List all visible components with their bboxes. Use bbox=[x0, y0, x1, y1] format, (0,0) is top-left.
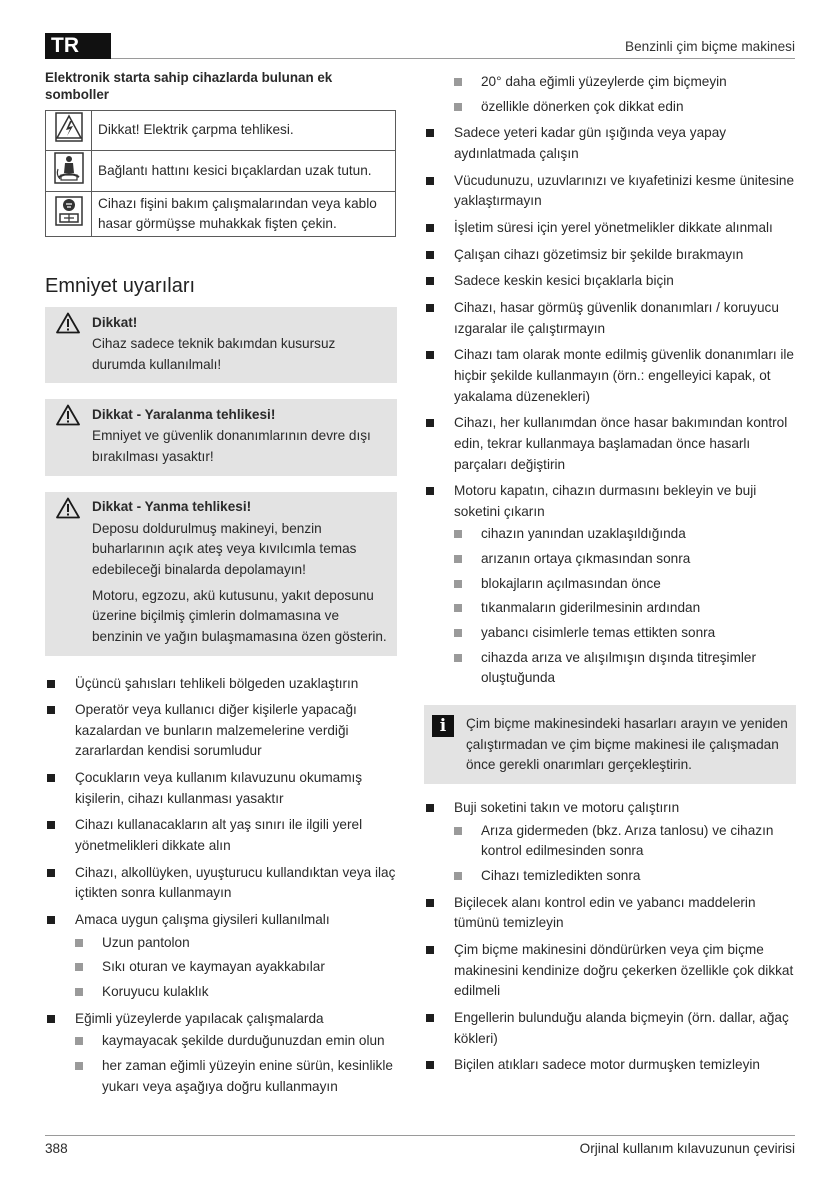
sub-list-item: Uzun pantolon bbox=[75, 933, 397, 954]
sub-list bbox=[75, 1031, 397, 1097]
list-item bbox=[45, 1009, 397, 1098]
warning-text: Motoru, egzozu, akü kutusunu, yakıt deposunu üzerine biçilmiş çimlerin dolmamasına ve benzinin ve yağın bulaşmamasına özen gösterin. bbox=[92, 587, 387, 644]
cable-away-from-blades-icon bbox=[53, 151, 85, 185]
warning-box bbox=[45, 399, 397, 475]
list-item-text: Eğimli yüzeylerde yapılacak çalışmalarda bbox=[75, 1010, 324, 1026]
symbols-table bbox=[45, 110, 396, 237]
list-item bbox=[424, 1008, 796, 1049]
list-item bbox=[424, 413, 796, 475]
list-item-text: Cihazı, hasar görmüş güvenlik donanımları / koruyucu ızgaralar ile çalıştırmayın bbox=[454, 299, 779, 336]
right-column bbox=[424, 70, 796, 1082]
right-bullet-list-a bbox=[424, 123, 796, 689]
warning-title: Dikkat - Yanma tehlikesi! bbox=[92, 499, 252, 515]
list-item-text: Çalışan cihazı gözetimsiz bir şekilde bırakmayın bbox=[454, 246, 744, 262]
list-item bbox=[424, 218, 796, 239]
info-icon: i bbox=[432, 715, 454, 737]
list-item bbox=[45, 768, 397, 809]
list-item-text: Cihazı, her kullanımdan önce hasar bakımından kontrol edin, tekrar kullanmaya başlamadan önce hasarlı parçaları değiştirin bbox=[454, 415, 788, 472]
list-item-text: Engellerin bulunduğu alanda biçmeyin (örn. dallar, ağaç kökleri) bbox=[454, 1009, 789, 1046]
list-item bbox=[45, 910, 397, 1003]
list-item bbox=[424, 893, 796, 934]
warning-triangle-icon bbox=[56, 312, 80, 334]
sub-list-item: kaymayacak şekilde durduğunuzdan emin olun bbox=[75, 1031, 397, 1052]
sub-list-item: blokajların açılmasından önce bbox=[454, 574, 796, 595]
sub-list-item: cihazın yanından uzaklaşıldığında bbox=[454, 524, 796, 545]
sub-list-item: Koruyucu kulaklık bbox=[75, 982, 397, 1003]
symbols-heading: Elektronik starta sahip cihazlarda bulunan ek somboller bbox=[45, 70, 333, 102]
sub-list-item: 20° daha eğimli yüzeylerde çim biçmeyin bbox=[454, 72, 796, 93]
list-item-text: Sadece yeteri kadar gün ışığında veya yapay aydınlatmada çalışın bbox=[454, 125, 727, 161]
sub-list-item: özellikle dönerken çok dikkat edin bbox=[454, 97, 796, 118]
list-item-text: İşletim süresi için yerel yönetmelikler dikkate alınmalı bbox=[454, 219, 773, 235]
warning-title: Dikkat! bbox=[92, 314, 138, 330]
list-item-text: Çim biçme makinesini döndürürken veya çim biçme makinesini kendinize doğru çekerken özellikle çok dikkat edilmeli bbox=[454, 941, 794, 999]
list-item-text: Buji soketini takın ve motoru çalıştırın bbox=[454, 800, 680, 816]
header-title: Benzinli çim biçme makinesi bbox=[625, 39, 795, 54]
list-item-text: Cihazı tam olarak monte edilmiş güvenlik donanımları ile hiçbir şekilde kullanmayın (örn.: engelleyici kapak, ot yakalama düzenekleri) bbox=[454, 347, 794, 404]
list-item bbox=[45, 815, 397, 856]
warning-text: Emniyet ve güvenlik donanımlarının devre dışı bırakılması yasaktır! bbox=[92, 428, 371, 464]
list-item-text: Biçilecek alanı kontrol edin ve yabancı maddelerin tümünü temizleyin bbox=[454, 894, 756, 931]
list-item bbox=[45, 700, 397, 762]
sub-list-item: arızanın ortaya çıkmasından sonra bbox=[454, 549, 796, 570]
list-item-text: Motoru kapatın, cihazın durmasını bekleyin ve buji soketini çıkarın bbox=[454, 483, 757, 519]
right-bullet-list-b bbox=[424, 798, 796, 1076]
sub-list bbox=[75, 933, 397, 1003]
left-bullet-list bbox=[45, 674, 397, 1098]
safety-title: Emniyet uyarıları bbox=[45, 274, 196, 297]
list-item bbox=[45, 863, 397, 904]
warning-triangle-icon bbox=[56, 404, 80, 426]
list-item bbox=[45, 674, 397, 695]
symbol-text: Dikkat! Elektrik çarpma tehlikesi. bbox=[92, 110, 396, 150]
sub-list-item: yabancı cisimlerle temas ettikten sonra bbox=[454, 623, 796, 644]
header-divider bbox=[111, 58, 795, 59]
list-item-text: Üçüncü şahısları tehlikeli bölgeden uzaklaştırın bbox=[75, 675, 359, 691]
list-item-text: Operatör veya kullanıcı diğer kişilerle yapacağı kazalardan ve bunların malzemelerine verdiği zararlardan kendisi sorumludur bbox=[75, 702, 357, 759]
list-item-text: Vücudunuzu, uzuvlarınızı ve kıyafetinizi kesme ünitesine yaklaştırmayın bbox=[454, 172, 795, 209]
sub-list bbox=[454, 821, 796, 887]
info-box bbox=[424, 705, 796, 784]
right-top-sub-list bbox=[454, 72, 796, 117]
footer-divider bbox=[45, 1135, 795, 1136]
electric-shock-icon bbox=[54, 111, 84, 143]
info-text: Çim biçme makinesindeki hasarları arayın ve yeniden çalıştırmadan ve çim biçme makinesi ile çalışmadan önce gerekli onarımları gerçekleştirin. bbox=[466, 716, 788, 773]
left-column bbox=[45, 70, 397, 1103]
symbol-row bbox=[46, 192, 396, 236]
symbol-row bbox=[46, 150, 396, 192]
sub-list bbox=[454, 524, 796, 689]
list-item-text: Amaca uygun çalışma giysileri kullanılmalı bbox=[75, 912, 330, 928]
language-badge: TR bbox=[45, 33, 111, 59]
symbol-text: Cihazı fişini bakım çalışmalarından veya kablo hasar görmüşse muhakkak fişten çekin. bbox=[92, 192, 396, 236]
list-item bbox=[424, 298, 796, 339]
warning-text: Cihaz sadece teknik bakımdan kusursuz durumda kullanılmalı! bbox=[92, 335, 336, 372]
list-item bbox=[424, 171, 796, 212]
unplug-before-maintenance-icon bbox=[54, 195, 84, 227]
list-item bbox=[424, 798, 796, 887]
list-item bbox=[424, 940, 796, 1002]
list-item bbox=[424, 1055, 796, 1076]
symbol-row bbox=[46, 110, 396, 150]
list-item bbox=[424, 123, 796, 164]
list-item bbox=[424, 345, 796, 407]
list-item bbox=[424, 481, 796, 689]
sub-list-item: tıkanmaların giderilmesinin ardından bbox=[454, 598, 796, 619]
list-item-text: Biçilen atıkları sadece motor durmuşken temizleyin bbox=[454, 1057, 760, 1073]
list-item-text: Cihazı, alkollüyken, uyuşturucu kullandıktan veya ilaç içtikten sonra kullanmayın bbox=[75, 864, 396, 901]
page-number: 388 bbox=[45, 1141, 68, 1156]
sub-list-item: Cihazı temizledikten sonra bbox=[454, 866, 796, 887]
sub-list-item: Arıza gidermeden (bkz. Arıza tanlosu) ve cihazın kontrol edilmesinden sonra bbox=[454, 821, 796, 862]
warning-box bbox=[45, 307, 397, 383]
list-item-text: Çocukların veya kullanım kılavuzunu okumamış kişilerin, cihazı kullanması yasaktır bbox=[75, 770, 363, 806]
sub-list-item: her zaman eğimli yüzeyin enine sürün, kesinlikle yukarı veya aşağıya doğru kullanmayın bbox=[75, 1056, 397, 1097]
list-item-text: Sadece keskin kesici bıçaklarla biçin bbox=[454, 273, 674, 289]
footer-text: Orjinal kullanım kılavuzunun çevirisi bbox=[579, 1141, 795, 1156]
sub-list-item: Sıkı oturan ve kaymayan ayakkabılar bbox=[75, 957, 397, 978]
warning-box bbox=[45, 492, 397, 656]
symbol-text: Bağlantı hattını kesici bıçaklardan uzak tutun. bbox=[92, 150, 396, 192]
warning-title: Dikkat - Yaralanma tehlikesi! bbox=[92, 406, 276, 422]
warning-triangle-icon bbox=[56, 497, 80, 519]
list-item bbox=[424, 245, 796, 266]
sub-list-item: cihazda arıza ve alışılmışın dışında titreşimler oluştuğunda bbox=[454, 648, 796, 689]
list-item-text: Cihazı kullanacakların alt yaş sınırı ile ilgili yerel yönetmelikleri dikkate alın bbox=[75, 817, 363, 854]
warning-text: Deposu doldurulmuş makineyi, benzin buharlarının açık ateş veya kıvılcımla temas edebileceği binalarda depolamayın! bbox=[92, 520, 357, 577]
list-item bbox=[424, 271, 796, 292]
